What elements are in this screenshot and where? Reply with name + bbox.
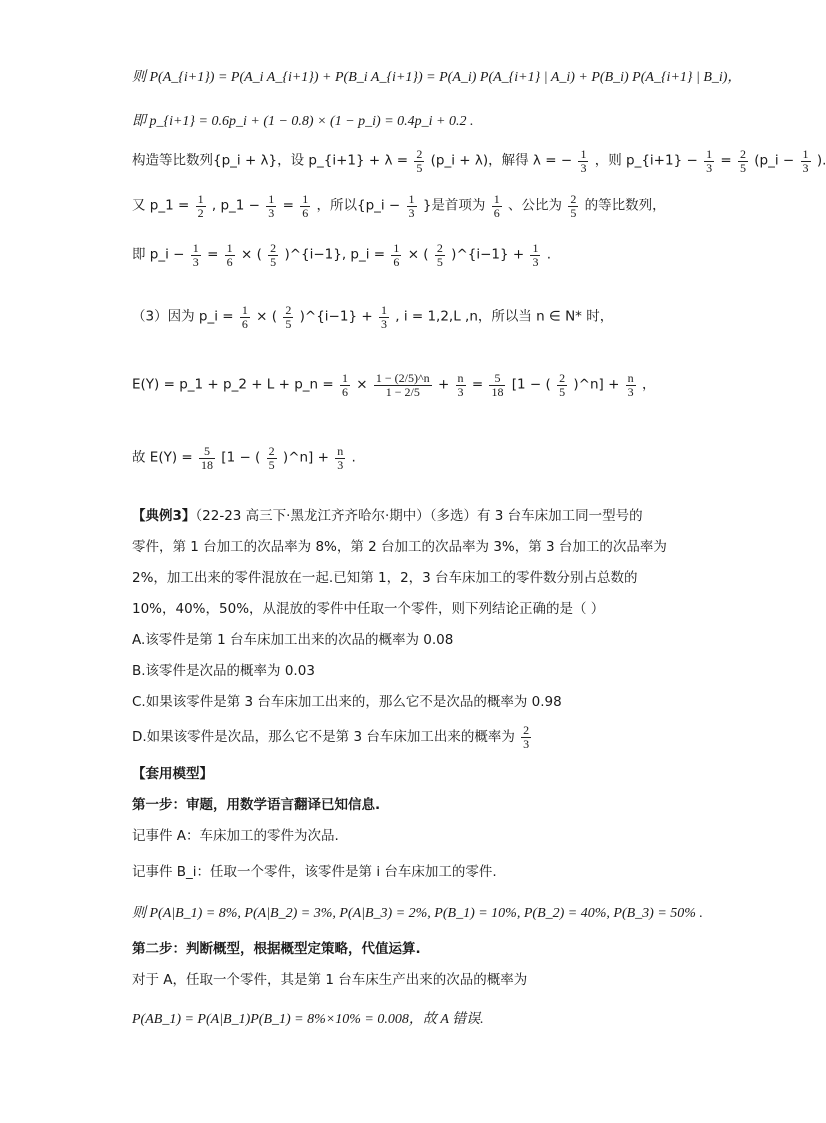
fraction: $\frac{2}{5}$ xyxy=(570,192,577,220)
part3-line xyxy=(132,304,613,330)
fraction: $\frac{1}{6}$ xyxy=(302,192,309,220)
fraction: $\frac{1}{6}$ xyxy=(241,303,248,331)
text-segment: × ( xyxy=(240,246,262,263)
example3-line3: 2%，加工出来的零件混放在一起.已知第 1，2，3 台车床加工的零件数分别占总数的 xyxy=(132,570,638,586)
fraction: $\frac{n}{3}$ xyxy=(457,371,464,399)
fraction: $\frac{2}{3}$ xyxy=(523,723,530,751)
text-segment: + xyxy=(437,376,454,393)
conclusion-line xyxy=(132,445,356,471)
text-segment: ). xyxy=(816,152,826,169)
fraction: $\frac{1}{6}$ xyxy=(393,241,400,269)
text-segment: × ( xyxy=(407,246,429,263)
fraction: $\frac{2}{5}$ xyxy=(739,147,746,175)
fraction: $\frac{1}{3}$ xyxy=(802,147,809,175)
text-segment: ，则 p_{i+1} − xyxy=(594,152,703,169)
fraction: $\frac{1}{3}$ xyxy=(380,303,387,331)
initial-term-line xyxy=(132,193,666,219)
option-d-text: D.如果该零件是次品，那么它不是第 3 台车床加工出来的概率为 xyxy=(132,729,515,746)
fraction: $\frac{n}{3}$ xyxy=(627,371,634,399)
event-a-def: 记事件 A：车床加工的零件为次品. xyxy=(132,828,339,844)
text-segment: 构造等比数列{p_i + λ}，设 p_{i+1} + λ = xyxy=(132,152,413,169)
fraction: $\frac{1}{3}$ xyxy=(706,147,713,175)
option-a: A.该零件是第 1 台车床加工出来的次品的概率为 0.08 xyxy=(132,632,454,648)
prob-recurrence-line: 则 P(A_{i+1}) = P(A_i A_{i+1}) + P(B_i A_{i+1}) = P(A_i) P(A_{i+1} | A_i) + P(B_i) P(A_{i+1} | B_i)， xyxy=(132,70,742,85)
event-b-def: 记事件 B_i：任取一个零件，该零件是第 i 台车床加工的零件. xyxy=(132,864,497,880)
model-title: 【套用模型】 xyxy=(132,766,213,782)
recurrence-simplified-line: 即 p_{i+1} = 0.6p_i + (1 − 0.8) × (1 − p_i) = 0.4p_i + 0.2 . xyxy=(132,114,474,129)
text-segment: × ( xyxy=(256,308,278,325)
fraction: $\frac{1 - (2/5)\^{}n}{1 - 2/5}$ xyxy=(375,371,430,399)
text-segment: （3）因为 p_i = xyxy=(132,308,238,325)
text-segment: 即 p_i − xyxy=(132,246,189,263)
fraction: $\frac{1}{3}$ xyxy=(532,241,539,269)
fraction: $\frac{1}{3}$ xyxy=(580,147,587,175)
text-segment: ， xyxy=(641,376,656,393)
option-a-analysis: 对于 A，任取一个零件，其是第 1 台车床生产出来的次品的概率为 xyxy=(132,972,528,988)
option-b: B.该零件是次品的概率为 0.03 xyxy=(132,663,315,679)
example-title: 【典例3】 xyxy=(132,508,196,524)
option-d xyxy=(132,724,533,750)
fraction: $\frac{2}{5}$ xyxy=(270,241,277,269)
fraction: $\frac{2}{5}$ xyxy=(285,303,292,331)
text-segment: )^{i−1}, p_i = xyxy=(284,246,390,263)
construct-sequence-line: 构造等比数列{p_i + λ}，设 p_{i+1} + λ = $\frac{2}{5}$ (p_i + λ)，解得 λ = − $\frac{1}{3}$ ，则 p_{i+1} − $\frac{1}{3}$ = $\frac{2}{5}$ (p_i − $\frac{1}{3}$ ). xyxy=(132,147,826,175)
given-probabilities: 则 P(A|B_1) = 8%, P(A|B_2) = 3%, P(A|B_3) = 2%, P(B_1) = 10%, P(B_2) = 40%, P(B_3) = 50% . xyxy=(132,906,703,921)
text-segment: 又 p_1 = xyxy=(132,197,194,214)
fraction: $\frac{1}{2}$ xyxy=(197,192,204,220)
fraction: $\frac{1}{3}$ xyxy=(192,241,199,269)
fraction: $\frac{1}{6}$ xyxy=(342,371,348,399)
step2-heading: 第二步：判断概型，根据概型定策略，代值运算. xyxy=(132,941,421,957)
text-segment: }是首项为 xyxy=(422,197,486,214)
text-segment: )^n] + xyxy=(573,376,624,393)
text-segment: = xyxy=(207,246,223,263)
option-c: C.如果该零件是第 3 台车床加工出来的，那么它不是次品的概率为 0.98 xyxy=(132,694,562,710)
text-segment: . xyxy=(351,449,356,466)
example-text: （22-23 高三下·黑龙江齐齐哈尔·期中）（多选）有 3 台车床加工同一型号的 xyxy=(195,508,643,524)
fraction: $\frac{2}{5}$ xyxy=(436,241,443,269)
fraction: $\frac{2}{5}$ xyxy=(268,444,275,472)
text-segment: (p_i + λ)，解得 λ = − xyxy=(430,152,573,169)
text-segment: [1 − ( xyxy=(511,376,551,393)
text-segment: E(Y) = p_1 + p_2 + L + p_n = xyxy=(132,376,338,393)
text-segment: = xyxy=(282,197,299,214)
fraction: $\frac{2}{5}$ xyxy=(559,371,566,399)
fraction: $\frac{1}{3}$ xyxy=(268,192,275,220)
step1-heading: 第一步：审题，用数学语言翻译已知信息. xyxy=(132,797,381,813)
text-segment: , p_1 − xyxy=(211,197,265,214)
fraction: $\frac{5}{18}$ xyxy=(491,371,504,399)
text-segment: × xyxy=(356,376,372,393)
text-segment: (p_i − xyxy=(754,152,799,169)
text-segment: 、公比为 xyxy=(508,197,563,214)
example3-header xyxy=(132,508,643,524)
text-segment: ，所以{p_i − xyxy=(316,197,405,214)
expectation-line xyxy=(132,372,655,398)
fraction: $\frac{1}{6}$ xyxy=(493,192,500,220)
fraction: $\frac{n}{3}$ xyxy=(337,444,344,472)
text-segment: [1 − ( xyxy=(221,449,261,466)
text-segment: )^{i−1} + xyxy=(451,246,529,263)
text-segment: , i = 1,2,L ,n，所以当 n ∈ N* 时， xyxy=(395,308,614,325)
text-segment: . xyxy=(546,246,552,263)
example3-line2: 零件，第 1 台加工的次品率为 8%，第 2 台加工的次品率为 3%，第 3 台加工的次品率为 xyxy=(132,539,667,555)
general-term-line xyxy=(132,242,551,268)
text-segment: 的等比数列， xyxy=(584,197,666,214)
fraction: $\frac{2}{5}$ xyxy=(416,147,423,175)
fraction: $\frac{5}{18}$ xyxy=(201,444,213,472)
text-segment: 故 E(Y) = xyxy=(132,449,197,466)
fraction: $\frac{1}{6}$ xyxy=(226,241,233,269)
text-segment: = xyxy=(471,376,488,393)
option-a-calc: P(AB_1) = P(A|B_1)P(B_1) = 8%×10% = 0.008，故 A 错误. xyxy=(132,1012,484,1027)
text-segment: )^{i−1} + xyxy=(299,308,377,325)
example3-line4: 10%，40%，50%，从混放的零件中任取一个零件，则下列结论正确的是（ ） xyxy=(132,601,605,617)
text-segment: )^n] + xyxy=(282,449,334,466)
fraction: $\frac{1}{3}$ xyxy=(408,192,415,220)
